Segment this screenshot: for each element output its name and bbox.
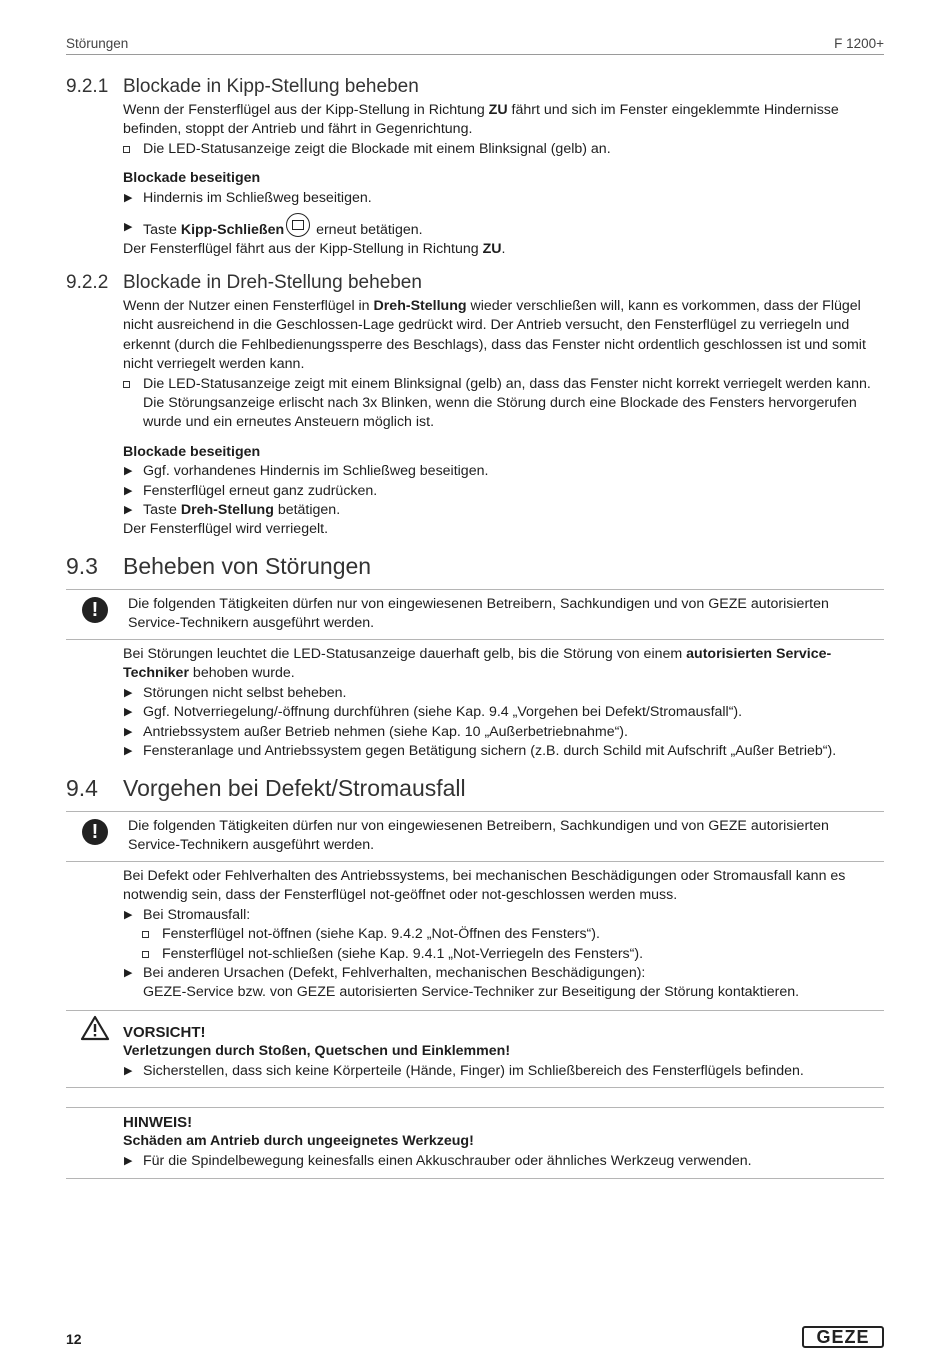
tilt-close-button-icon xyxy=(286,213,310,237)
step-item: ▶ Taste Dreh-Stellung betätigen. xyxy=(123,501,884,520)
section-heading xyxy=(66,552,884,580)
header-section: Störungen xyxy=(66,36,129,51)
caution-subtitle: Verletzungen durch Stoßen, Quetschen und Einklemmen! xyxy=(123,1043,511,1060)
section-9-2-1 xyxy=(66,75,884,260)
intro-paragraph: Wenn der Fensterflügel aus der Kipp-Stellung in Richtung ZU fährt und sich im Fenster eingeklemmte Hindernisse befinden, stoppt der Antrieb und fährt in Gegenrichtung. xyxy=(123,102,839,138)
exclamation-icon: ! xyxy=(82,597,108,623)
arrow-icon: ▶ xyxy=(124,1154,133,1167)
sub-item: Fensterflügel not-öffnen (siehe Kap. 9.4.2 „Not-Öffnen des Fensters“). xyxy=(142,925,884,944)
step-item: ▶ Hindernis im Schließweg beseitigen. xyxy=(123,189,884,208)
warning-text: Die folgenden Tätigkeiten dürfen nur von eingewiesenen Betreibern, Sachkundigen und von GEZE autorisierten Service-Technikern ausgeführt werden. xyxy=(128,818,829,854)
result-text: Der Fensterflügel wird verriegelt. xyxy=(123,521,329,538)
arrow-icon: ▶ xyxy=(124,191,133,204)
intro-paragraph: Bei Störungen leuchtet die LED-Statusanzeige dauerhaft gelb, bis die Störung von einem autorisierten Service-Techniker behoben wurde. xyxy=(123,646,832,682)
section-9-2-2 xyxy=(66,271,884,540)
square-bullet-icon xyxy=(123,146,130,153)
section-heading xyxy=(66,774,884,802)
arrow-icon: ▶ xyxy=(124,725,133,738)
result-text: Der Fensterflügel fährt aus der Kipp-Stellung in Richtung ZU. xyxy=(123,241,506,258)
step-item: ▶ Taste Kipp-Schließen erneut betätigen. xyxy=(123,213,884,240)
square-bullet-icon xyxy=(123,381,130,388)
section-title: Vorgehen bei Defekt/Stromausfall xyxy=(123,775,466,801)
notice-box xyxy=(66,1107,884,1179)
square-bullet-icon xyxy=(142,951,149,958)
info-item: Die LED-Statusanzeige zeigt die Blockade mit einem Blinksignal (gelb) an. xyxy=(123,140,884,159)
warning-text: Die folgenden Tätigkeiten dürfen nur von eingewiesenen Betreibern, Sachkundigen und von GEZE autorisierten Service-Technikern ausgeführt werden. xyxy=(128,596,829,632)
warning-box xyxy=(66,589,884,640)
section-number: 9.2.1 xyxy=(66,76,109,97)
notice-subtitle: Schäden am Antrieb durch ungeeignetes Werkzeug! xyxy=(123,1133,474,1150)
notice-item: ▶ Für die Spindelbewegung keinesfalls einen Akkuschrauber oder ähnliches Werkzeug verwenden. xyxy=(123,1152,884,1171)
section-title: Blockade in Kipp-Stellung beheben xyxy=(123,76,419,97)
list-item: ▶ Ggf. Notverriegelung/-öffnung durchführen (siehe Kap. 9.4 „Vorgehen bei Defekt/Stromausfall“). xyxy=(123,703,884,722)
warning-triangle-icon xyxy=(80,1015,110,1041)
step-item: ▶ Fensterflügel erneut ganz zudrücken. xyxy=(123,482,884,501)
section-9-3-body xyxy=(66,645,884,761)
arrow-icon: ▶ xyxy=(124,1064,133,1077)
sub-item: Fensterflügel not-schließen (siehe Kap. 9.4.1 „Not-Verriegeln des Fensters“). xyxy=(142,945,884,964)
arrow-icon: ▶ xyxy=(124,745,133,758)
intro-paragraph: Bei Defekt oder Fehlverhalten des Antriebssystems, bei mechanischen Beschädigungen oder Stromausfall kann es notwendig sein, dass der Fensterflügel not-geöffnet oder not-geschlossen werden muss. xyxy=(123,868,846,904)
fix-title: Blockade beseitigen xyxy=(123,170,261,187)
list-item: ▶ Fensteranlage und Antriebssystem gegen Betätigung sichern (z.B. durch Schild mit Aufschrift „Außer Betrieb“). xyxy=(123,742,884,761)
list-item: ▶ Störungen nicht selbst beheben. xyxy=(123,684,884,703)
arrow-icon: ▶ xyxy=(124,465,133,478)
section-number: 9.4 xyxy=(66,775,98,801)
arrow-icon: ▶ xyxy=(124,686,133,699)
header-model: F 1200+ xyxy=(834,36,884,51)
section-heading xyxy=(66,75,884,99)
fix-title: Blockade beseitigen xyxy=(123,443,261,460)
section-number: 9.3 xyxy=(66,553,98,579)
section-title: Beheben von Störungen xyxy=(123,553,372,579)
info-item: Die LED-Statusanzeige zeigt mit einem Blinksignal (gelb) an, dass das Fenster nicht korrekt verriegelt werden kann. Die Störungsanzeige erlischt nach 3x Blinken, wenn die Störung durch eine Blockade des Fensters hervorgerufen wurde und ein erneutes Ansteuern möglich ist. xyxy=(123,375,884,433)
caution-box xyxy=(66,1010,884,1088)
intro-paragraph: Wenn der Nutzer einen Fensterflügel in Dreh-Stellung wieder verschließen will, kann es vorkommen, dass der Flügel nicht ausreichend in die Geschlossen-Lage gedrückt wird. Der Antrieb versucht, den Fensterflügel zu verriegeln und erkennt (durch die Fehlbedienungssperre des Beschlags), dass das Fenster nicht ordentlich geschlossen ist und somit nicht verriegelt werden kann. xyxy=(123,298,866,373)
list-item: ▶ Antriebssystem außer Betrieb nehmen (siehe Kap. 10 „Außerbetriebnahme“). xyxy=(123,723,884,742)
arrow-icon: ▶ xyxy=(124,221,133,234)
square-bullet-icon xyxy=(142,931,149,938)
page-number: 12 xyxy=(66,1331,82,1347)
exclamation-icon: ! xyxy=(82,819,108,845)
arrow-icon: ▶ xyxy=(124,967,133,980)
section-heading xyxy=(66,271,884,295)
notice-title: HINWEIS! xyxy=(123,1114,193,1131)
section-title: Blockade in Dreh-Stellung beheben xyxy=(123,272,422,293)
section-9-3 xyxy=(66,552,884,580)
warning-box xyxy=(66,811,884,862)
caution-title: VORSICHT! xyxy=(123,1024,206,1041)
page xyxy=(66,0,884,1369)
section-number: 9.2.2 xyxy=(66,272,109,293)
section-9-4 xyxy=(66,774,884,802)
section-9-4-body xyxy=(66,867,884,1003)
list-item: ▶ Bei anderen Ursachen (Defekt, Fehlverhalten, mechanischen Beschädigungen): GEZE-Service bzw. von GEZE autorisierten Service-Techniker zur Beseitigung der Störung kontaktieren. xyxy=(124,965,800,1001)
list-item: ▶ Bei Stromausfall: xyxy=(123,906,884,925)
step-item: ▶ Ggf. vorhandenes Hindernis im Schließweg beseitigen. xyxy=(123,462,884,481)
geze-logo: GEZE xyxy=(802,1326,884,1348)
page-header xyxy=(66,34,884,55)
arrow-icon: ▶ xyxy=(124,908,133,921)
arrow-icon: ▶ xyxy=(124,504,133,517)
arrow-icon: ▶ xyxy=(124,484,133,497)
arrow-icon: ▶ xyxy=(124,706,133,719)
caution-item: ▶ Sicherstellen, dass sich keine Körperteile (Hände, Finger) im Schließbereich des Fensterflügels befinden. xyxy=(123,1062,884,1081)
